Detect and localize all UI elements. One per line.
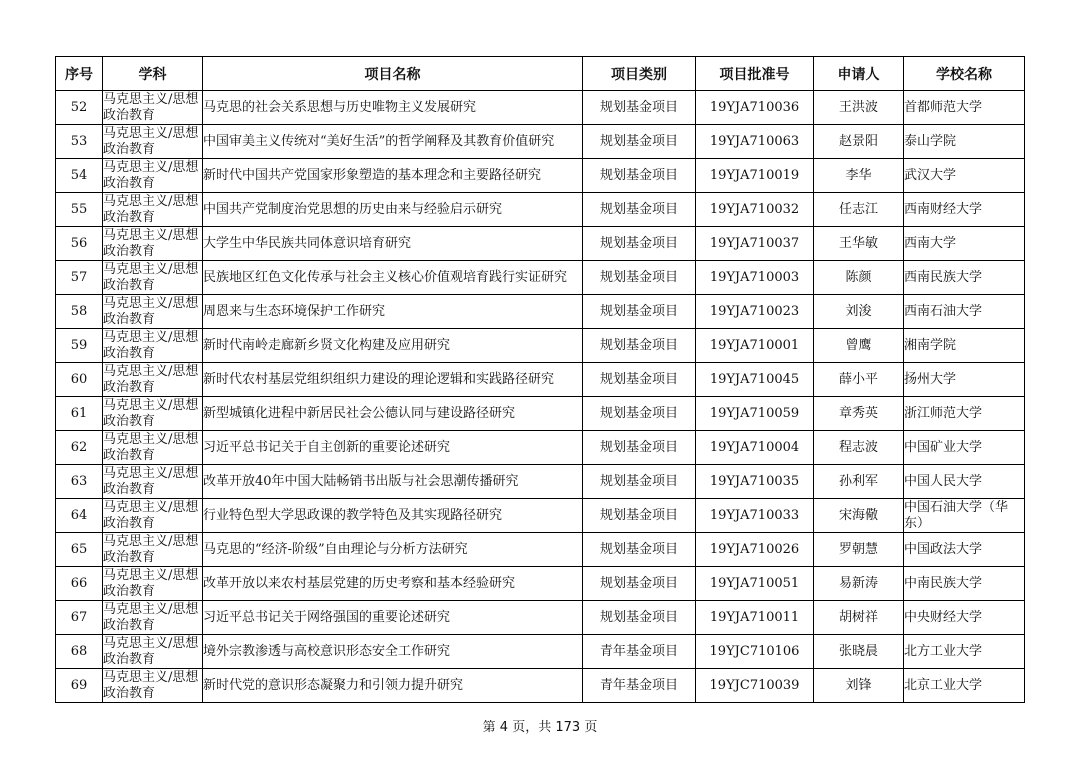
cell-seq: 63: [56, 465, 103, 499]
page-prefix: 第: [482, 720, 496, 735]
cell-title: 民族地区红色文化传承与社会主义核心价值观培育践行实证研究: [203, 261, 583, 295]
table-row: [56, 193, 1025, 227]
cell-applicant: 宋海儆: [814, 499, 904, 533]
header-type: 项目类别: [583, 57, 696, 91]
cell-applicant: 胡树祥: [814, 601, 904, 635]
cell-subject: 马克思主义/思想政治教育: [103, 533, 203, 567]
cell-number: 19YJA710059: [696, 397, 814, 431]
cell-type: 规划基金项目: [583, 91, 696, 125]
cell-type: 规划基金项目: [583, 431, 696, 465]
cell-school: 西南石油大学: [904, 295, 1025, 329]
table-row: [56, 567, 1025, 601]
table-row: [56, 261, 1025, 295]
page-current: 4: [499, 720, 509, 735]
cell-number: 19YJA710023: [696, 295, 814, 329]
cell-subject: 马克思主义/思想政治教育: [103, 635, 203, 669]
cell-title: 行业特色型大学思政课的教学特色及其实现路径研究: [203, 499, 583, 533]
cell-title: 境外宗教渗透与高校意识形态安全工作研究: [203, 635, 583, 669]
cell-subject: 马克思主义/思想政治教育: [103, 431, 203, 465]
cell-type: 规划基金项目: [583, 533, 696, 567]
cell-school: 中南民族大学: [904, 567, 1025, 601]
cell-type: 规划基金项目: [583, 329, 696, 363]
cell-subject: 马克思主义/思想政治教育: [103, 193, 203, 227]
page-total: 173: [555, 720, 581, 735]
cell-title: 改革开放以来农村基层党建的历史考察和基本经验研究: [203, 567, 583, 601]
table-row: [56, 533, 1025, 567]
cell-seq: 53: [56, 125, 103, 159]
cell-school: 西南财经大学: [904, 193, 1025, 227]
header-row: [56, 57, 1025, 91]
cell-number: 19YJC710106: [696, 635, 814, 669]
cell-applicant: 章秀英: [814, 397, 904, 431]
cell-type: 规划基金项目: [583, 363, 696, 397]
cell-school: 中国矿业大学: [904, 431, 1025, 465]
cell-seq: 59: [56, 329, 103, 363]
cell-type: 规划基金项目: [583, 499, 696, 533]
cell-type: 规划基金项目: [583, 159, 696, 193]
table-row: [56, 91, 1025, 125]
cell-title: 中国审美主义传统对“美好生活”的哲学阐释及其教育价值研究: [203, 125, 583, 159]
cell-subject: 马克思主义/思想政治教育: [103, 397, 203, 431]
cell-title: 新时代党的意识形态凝聚力和引领力提升研究: [203, 669, 583, 703]
cell-number: 19YJA710037: [696, 227, 814, 261]
cell-seq: 55: [56, 193, 103, 227]
cell-applicant: 易新涛: [814, 567, 904, 601]
cell-title: 新时代中国共产党国家形象塑造的基本理念和主要路径研究: [203, 159, 583, 193]
cell-title: 新型城镇化进程中新居民社会公德认同与建设路径研究: [203, 397, 583, 431]
cell-applicant: 王洪波: [814, 91, 904, 125]
cell-number: 19YJA710035: [696, 465, 814, 499]
cell-applicant: 刘锋: [814, 669, 904, 703]
cell-applicant: 李华: [814, 159, 904, 193]
cell-number: 19YJA710045: [696, 363, 814, 397]
cell-number: 19YJC710039: [696, 669, 814, 703]
cell-school: 扬州大学: [904, 363, 1025, 397]
cell-seq: 65: [56, 533, 103, 567]
table-row: [56, 295, 1025, 329]
cell-number: 19YJA710011: [696, 601, 814, 635]
page-suffix: 页: [584, 720, 598, 735]
cell-type: 规划基金项目: [583, 193, 696, 227]
cell-number: 19YJA710026: [696, 533, 814, 567]
cell-subject: 马克思主义/思想政治教育: [103, 465, 203, 499]
cell-seq: 67: [56, 601, 103, 635]
cell-seq: 62: [56, 431, 103, 465]
cell-number: 19YJA710063: [696, 125, 814, 159]
cell-number: 19YJA710004: [696, 431, 814, 465]
cell-title: 习近平总书记关于自主创新的重要论述研究: [203, 431, 583, 465]
cell-school: 西南大学: [904, 227, 1025, 261]
project-table: [55, 56, 1025, 703]
table-row: [56, 635, 1025, 669]
cell-applicant: 任志江: [814, 193, 904, 227]
header-school: 学校名称: [904, 57, 1025, 91]
cell-subject: 马克思主义/思想政治教育: [103, 499, 203, 533]
cell-school: 北京工业大学: [904, 669, 1025, 703]
table-row: [56, 465, 1025, 499]
cell-school: 浙江师范大学: [904, 397, 1025, 431]
cell-number: 19YJA710001: [696, 329, 814, 363]
cell-number: 19YJA710036: [696, 91, 814, 125]
table-row: [56, 397, 1025, 431]
cell-subject: 马克思主义/思想政治教育: [103, 295, 203, 329]
cell-subject: 马克思主义/思想政治教育: [103, 227, 203, 261]
cell-subject: 马克思主义/思想政治教育: [103, 159, 203, 193]
cell-subject: 马克思主义/思想政治教育: [103, 363, 203, 397]
table-row: [56, 125, 1025, 159]
cell-type: 青年基金项目: [583, 635, 696, 669]
page-middle: 页，共: [512, 720, 552, 735]
cell-title: 马克思的社会关系思想与历史唯物主义发展研究: [203, 91, 583, 125]
page-footer: [0, 716, 1080, 735]
cell-title: 新时代农村基层党组织组织力建设的理论逻辑和实践路径研究: [203, 363, 583, 397]
table-body: [56, 91, 1025, 703]
table-row: [56, 431, 1025, 465]
cell-applicant: 赵景阳: [814, 125, 904, 159]
cell-type: 规划基金项目: [583, 601, 696, 635]
cell-seq: 61: [56, 397, 103, 431]
table-row: [56, 499, 1025, 533]
cell-title: 习近平总书记关于网络强国的重要论述研究: [203, 601, 583, 635]
cell-applicant: 罗朝慧: [814, 533, 904, 567]
cell-school: 中国政法大学: [904, 533, 1025, 567]
cell-school: 中国人民大学: [904, 465, 1025, 499]
cell-seq: 68: [56, 635, 103, 669]
cell-number: 19YJA710003: [696, 261, 814, 295]
cell-title: 马克思的“经济-阶级”自由理论与分析方法研究: [203, 533, 583, 567]
cell-applicant: 曾鹰: [814, 329, 904, 363]
cell-school: 湘南学院: [904, 329, 1025, 363]
cell-seq: 66: [56, 567, 103, 601]
cell-seq: 56: [56, 227, 103, 261]
cell-school: 西南民族大学: [904, 261, 1025, 295]
cell-type: 规划基金项目: [583, 397, 696, 431]
cell-number: 19YJA710051: [696, 567, 814, 601]
header-number: 项目批准号: [696, 57, 814, 91]
cell-subject: 马克思主义/思想政治教育: [103, 329, 203, 363]
cell-type: 规划基金项目: [583, 567, 696, 601]
cell-school: 首都师范大学: [904, 91, 1025, 125]
cell-title: 周恩来与生态环境保护工作研究: [203, 295, 583, 329]
cell-seq: 64: [56, 499, 103, 533]
cell-type: 规划基金项目: [583, 295, 696, 329]
table-row: [56, 227, 1025, 261]
table-row: [56, 669, 1025, 703]
cell-seq: 54: [56, 159, 103, 193]
table-row: [56, 601, 1025, 635]
cell-seq: 60: [56, 363, 103, 397]
cell-school: 北方工业大学: [904, 635, 1025, 669]
cell-school: 中央财经大学: [904, 601, 1025, 635]
cell-subject: 马克思主义/思想政治教育: [103, 601, 203, 635]
cell-number: 19YJA710019: [696, 159, 814, 193]
table-row: [56, 329, 1025, 363]
cell-number: 19YJA710033: [696, 499, 814, 533]
cell-seq: 69: [56, 669, 103, 703]
cell-title: 大学生中华民族共同体意识培育研究: [203, 227, 583, 261]
cell-school: 泰山学院: [904, 125, 1025, 159]
header-title: 项目名称: [203, 57, 583, 91]
cell-school: 中国石油大学（华东）: [904, 499, 1025, 533]
header-seq: 序号: [56, 57, 103, 91]
cell-applicant: 王华敏: [814, 227, 904, 261]
cell-seq: 52: [56, 91, 103, 125]
cell-title: 中国共产党制度治党思想的历史由来与经验启示研究: [203, 193, 583, 227]
cell-applicant: 孙利军: [814, 465, 904, 499]
cell-subject: 马克思主义/思想政治教育: [103, 261, 203, 295]
cell-type: 规划基金项目: [583, 465, 696, 499]
cell-type: 规划基金项目: [583, 261, 696, 295]
cell-number: 19YJA710032: [696, 193, 814, 227]
table-row: [56, 363, 1025, 397]
cell-subject: 马克思主义/思想政治教育: [103, 91, 203, 125]
cell-type: 规划基金项目: [583, 125, 696, 159]
cell-school: 武汉大学: [904, 159, 1025, 193]
cell-subject: 马克思主义/思想政治教育: [103, 567, 203, 601]
cell-seq: 58: [56, 295, 103, 329]
cell-title: 改革开放40年中国大陆畅销书出版与社会思潮传播研究: [203, 465, 583, 499]
cell-applicant: 张晓晨: [814, 635, 904, 669]
cell-seq: 57: [56, 261, 103, 295]
cell-subject: 马克思主义/思想政治教育: [103, 125, 203, 159]
cell-type: 青年基金项目: [583, 669, 696, 703]
header-applicant: 申请人: [814, 57, 904, 91]
cell-type: 规划基金项目: [583, 227, 696, 261]
cell-applicant: 陈颜: [814, 261, 904, 295]
cell-applicant: 薛小平: [814, 363, 904, 397]
cell-applicant: 程志波: [814, 431, 904, 465]
cell-applicant: 刘浚: [814, 295, 904, 329]
cell-title: 新时代南岭走廊新乡贤文化构建及应用研究: [203, 329, 583, 363]
table-row: [56, 159, 1025, 193]
cell-subject: 马克思主义/思想政治教育: [103, 669, 203, 703]
header-subject: 学科: [103, 57, 203, 91]
